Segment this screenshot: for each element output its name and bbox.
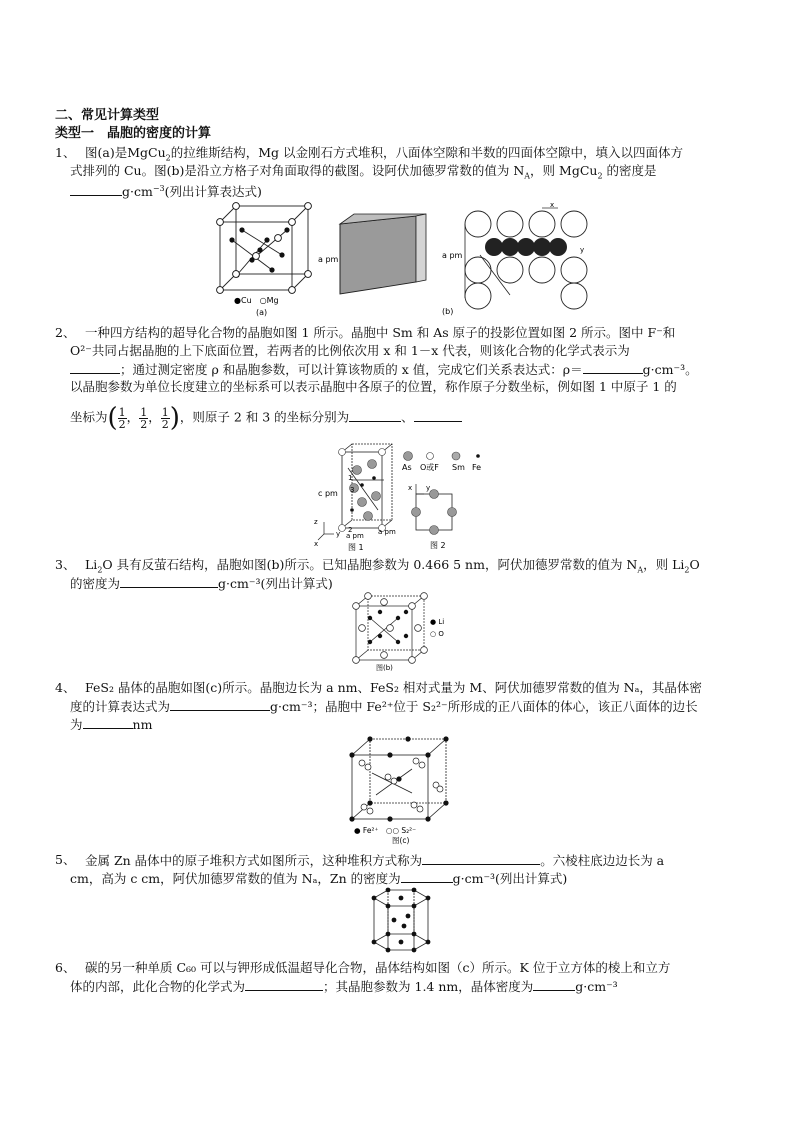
q3-legend-li: ● Li bbox=[430, 618, 445, 626]
q1-line-1: 图(a)是MgCu$_2$的拉维斯结构，Mg 以金刚石方式堆积，八面体空隙和半数的四面体空隙中，填入以四面体方 bbox=[85, 145, 683, 163]
q3-figure bbox=[348, 592, 452, 672]
q1-line-3: $g\cdot cm^{-3}$(列出计算表达式) bbox=[70, 181, 262, 200]
q2-a-label-2: a pm bbox=[378, 528, 396, 536]
q2-atom-3: 3 bbox=[350, 486, 355, 494]
q4-line-2: 度的计算表达式为 g·cm⁻³；晶胞中 Fe²⁺位于 S₂²⁻所形成的正八面体的体心，该正八面体的边长 bbox=[70, 699, 698, 714]
q2-line-5: 坐标为( $\frac{1}{2}$ ， $\frac{1}{2}$ ， $\frac{1}{2}$ )，则原子 2 和 3 的坐标分别为 、 bbox=[70, 405, 462, 431]
q1-fig-b-caption: (b) bbox=[442, 307, 454, 316]
q1-box-label: a pm bbox=[318, 255, 339, 264]
q4-caption: 图(c) bbox=[392, 836, 410, 845]
q5-stacking-blank[interactable] bbox=[422, 852, 540, 865]
q3-line-1: $Li_2O$ 具有反萤石结构，晶胞如图(b)所示。已知晶胞参数为 0.466 5 nm，阿伏加德罗常数的值为 $N_A$，则 $Li_2O$ bbox=[85, 557, 700, 575]
q6-number: 6、 bbox=[55, 960, 76, 975]
q3-legend-o: ○ O bbox=[430, 630, 444, 638]
cu-atom bbox=[229, 237, 234, 242]
q1-fig-b-y: y bbox=[580, 246, 585, 254]
q2-legend-as: As bbox=[402, 463, 412, 472]
q2-atom-1: 1 bbox=[348, 474, 353, 482]
q2-coord-blank-3[interactable] bbox=[414, 409, 462, 422]
q2-fig2-x: x bbox=[408, 484, 413, 492]
q2-figure-1 bbox=[312, 440, 402, 552]
q1-line-2: 式排列的 Cu。图(b)是沿立方格子对角面取得的截图。设阿伏加德罗常数的值为 $N_A$，则 MgCu$_2$ 的密度是 bbox=[70, 163, 657, 181]
q4-edge-blank[interactable] bbox=[83, 716, 133, 729]
q3-number: 3、 bbox=[55, 557, 76, 572]
q6-formula-blank[interactable] bbox=[245, 978, 323, 991]
q4-line-3: 为 nm bbox=[70, 717, 153, 732]
q5-number: 5、 bbox=[55, 852, 76, 867]
q2-caption-2: 图 2 bbox=[430, 541, 446, 550]
q3-answer-blank[interactable] bbox=[120, 575, 218, 588]
q2-legend-fe: Fe bbox=[472, 463, 482, 472]
q3-line-2: 的密度为 g·cm⁻³(列出计算式) bbox=[70, 576, 333, 591]
q1-fig-b-label: a pm bbox=[442, 251, 463, 260]
q1-fig-a-legend: ●Cu ○Mg bbox=[234, 296, 279, 305]
section-title: 二、常见计算类型 bbox=[55, 108, 160, 123]
q2-c-label: c pm bbox=[318, 489, 338, 498]
q2-line-4: 以晶胞参数为单位长度建立的坐标系可以表示晶胞中各原子的位置，称作原子分数坐标，例如图 1 中原子 1 的 bbox=[70, 379, 677, 394]
q4-number: 4、 bbox=[55, 680, 76, 695]
q1-figure-b bbox=[440, 200, 590, 318]
q4-legend: ● Fe²⁺ ○○ S₂²⁻ bbox=[354, 826, 417, 835]
q1-number: 1、 bbox=[55, 145, 76, 160]
q4-line-1: FeS₂ 晶体的晶胞如图(c)所示。晶胞边长为 a nm、FeS₂ 相对式量为 M、阿伏加德罗常数的值为 Nₐ，其晶体密 bbox=[85, 680, 702, 695]
q1-figure-box bbox=[318, 210, 428, 305]
q1-figure-a bbox=[212, 200, 312, 318]
q2-line-2: O²⁻共同占据晶胞的上下底面位置，若两者的比例依次用 x 和 1－x 代表，则该化合物的化学式表示为 bbox=[70, 343, 630, 358]
q2-axis-y: y bbox=[336, 530, 341, 538]
q3-caption: 图(b) bbox=[376, 664, 393, 672]
q6-density-blank[interactable] bbox=[533, 978, 575, 991]
q5-density-blank[interactable] bbox=[401, 870, 453, 883]
q5-figure bbox=[364, 886, 438, 958]
q6-line-1: 碳的另一种单质 C₆₀ 可以与钾形成低温超导化合物，晶体结构如图（c）所示。K 位于立方体的棱上和立方 bbox=[85, 960, 671, 975]
q2-legend-sm: Sm bbox=[452, 463, 465, 472]
q1-fig-a-caption: (a) bbox=[256, 308, 268, 317]
q2-caption-1: 图 1 bbox=[348, 543, 364, 552]
q5-line-2: cm，高为 c cm，阿伏加德罗常数的值为 Nₐ，Zn 的密度为 g·cm⁻³(列出计算式) bbox=[70, 871, 568, 886]
q2-formula-blank[interactable] bbox=[70, 361, 120, 374]
q2-figure-2 bbox=[400, 450, 492, 552]
q1-answer-blank[interactable] bbox=[70, 183, 122, 196]
q6-line-2: 体的内部，此化合物的化学式为 ；其晶胞参数为 1.4 nm，晶体密度为 g·cm⁻³ bbox=[70, 979, 618, 994]
q2-legend-of: O或F bbox=[420, 463, 439, 472]
q2-line-1: 一种四方结构的超导化合物的晶胞如图 1 所示。晶胞中 Sm 和 As 原子的投影位置如图 2 所示。图中 F⁻和 bbox=[85, 325, 676, 340]
q4-density-blank[interactable] bbox=[170, 698, 270, 711]
q2-number: 2、 bbox=[55, 325, 76, 340]
q2-line-3: ；通过测定密度 ρ 和晶胞参数，可以计算该物质的 x 值，完成它们关系表达式：ρ＝ g·cm⁻³。 bbox=[70, 361, 698, 378]
q4-figure bbox=[342, 733, 462, 845]
q2-coord-blank-2[interactable] bbox=[349, 409, 401, 422]
q2-density-blank[interactable] bbox=[583, 361, 643, 374]
q2-a-label-1: a pm bbox=[346, 532, 364, 540]
q2-axis-x: x bbox=[314, 540, 319, 548]
q1-fig-b-x: x bbox=[550, 201, 555, 209]
section-subtitle: 类型一 晶胞的密度的计算 bbox=[55, 126, 212, 141]
q5-line-1: 金属 Zn 晶体中的原子堆积方式如图所示，这种堆积方式称为 。六棱柱底边边长为 a bbox=[85, 853, 665, 868]
q2-atom-2: 2 bbox=[348, 526, 353, 534]
q2-axis-z: z bbox=[314, 518, 318, 526]
q2-fig2-y: y bbox=[426, 484, 431, 492]
